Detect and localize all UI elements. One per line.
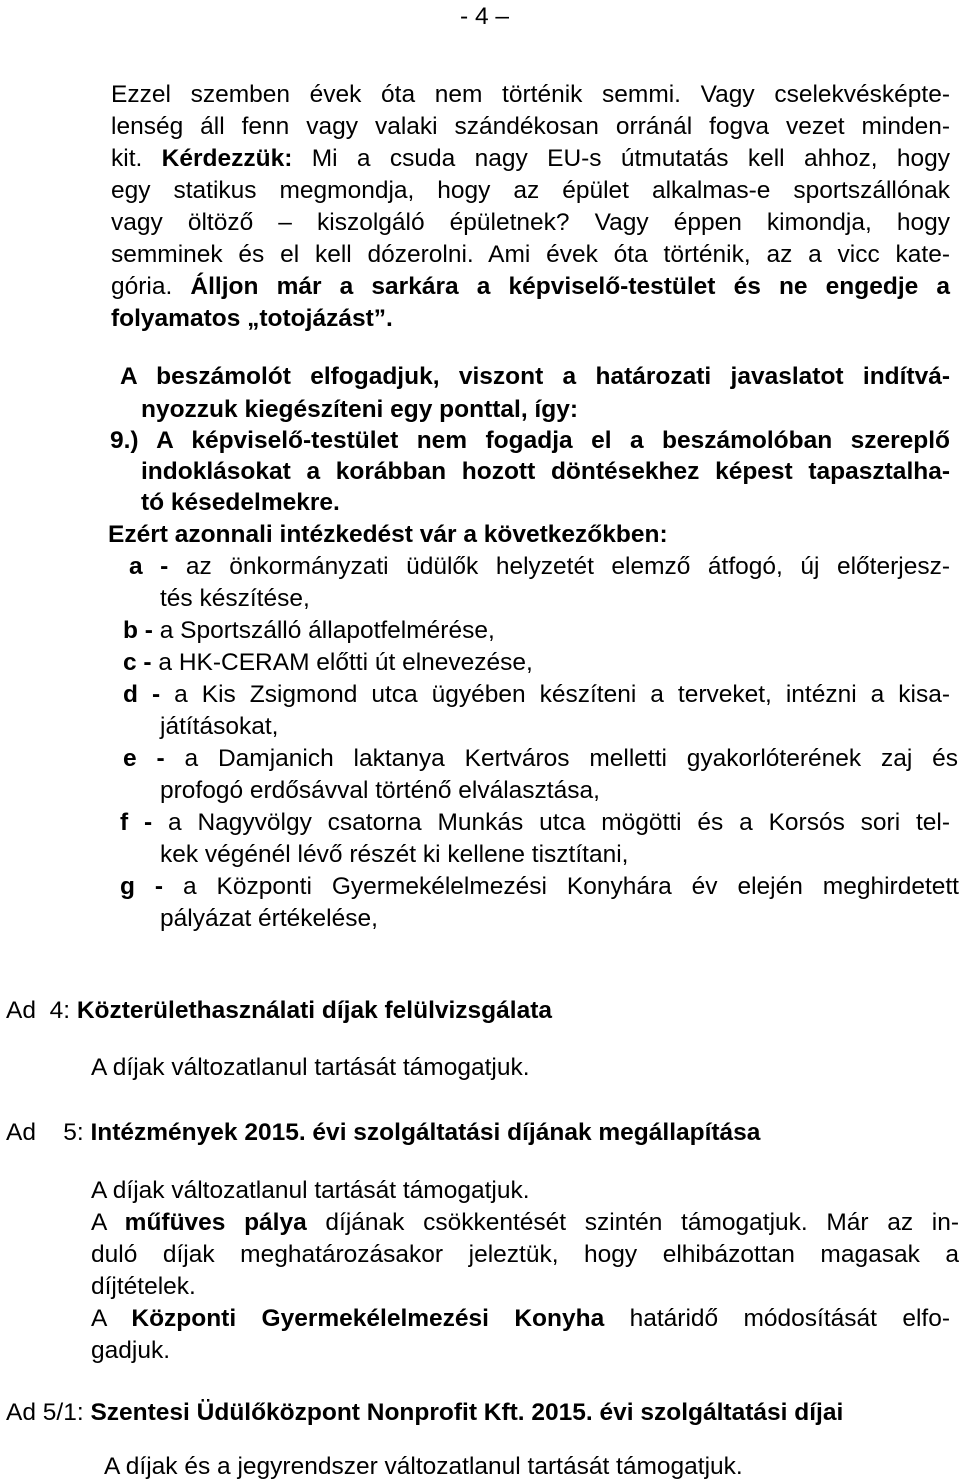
text-line: lenség áll fenn vagy valaki szándékosan orránál fogva vezet minden- (111, 113, 950, 140)
text-line: vagy öltöző – kiszolgáló épületnek? Vagy éppen kimondja, hogy (111, 209, 950, 236)
list-item: e - a Damjanich laktanya Kertváros melletti gyakorlóterének zaj és (123, 745, 958, 772)
section-text: A Központi Gyermekélelmezési Konyha határidő módosítását elfo- (91, 1305, 951, 1332)
section-text: díjtételek. (91, 1273, 196, 1300)
list-item-cont: profogó erdősávval történő elválasztása, (160, 777, 600, 804)
section-text: A műfüves pálya díjának csökkentését szintén támogatjuk. Már az in- (91, 1209, 960, 1236)
list-item: c - a HK-CERAM előtti út elnevezése, (123, 649, 533, 676)
list-item: a - az önkormányzati üdülők helyzetét elemző átfogó, új előterjesz- (129, 553, 950, 580)
section-heading: Ad 4: Közterülethasználati díjak felülvizsgálata (6, 997, 552, 1024)
section-text: A díjak változatlanul tartását támogatjuk. (91, 1177, 530, 1204)
list-item-cont: kek végénél lévő részét ki kellene tisztítani, (160, 841, 629, 868)
list-item: b - a Sportszálló állapotfelmérése, (123, 617, 495, 644)
text-line: egy statikus megmondja, hogy az épület alkalmas-e sportszállónak (111, 177, 950, 204)
text-line: gória. Álljon már a sarkára a képviselő-testület és ne engedje a (111, 273, 950, 300)
list-item-cont: tés készítése, (160, 585, 310, 612)
section-text: A díjak és a jegyrendszer változatlanul tartását támogatjuk. (104, 1453, 743, 1480)
list-item-cont: pályázat értékelése, (160, 905, 378, 932)
text-line: semminek és el kell dózerolni. Ami évek óta történik, az a vicc kate- (111, 241, 950, 268)
text-line: indoklásokat a korábban hozott döntésekhez képest tapasztalha- (141, 458, 950, 485)
list-item: f - a Nagyvölgy csatorna Munkás utca mögötti és a Korsós sori tel- (120, 809, 951, 836)
text-line: tó késedelmekre. (141, 489, 340, 516)
text-line: 9.) A képviselő-testület nem fogadja el a beszámolóban szereplő (110, 427, 950, 454)
text-line: Ezzel szemben évek óta nem történik semmi. Vagy cselekvésképte- (111, 81, 950, 108)
section-text: duló díjak meghatározásakor jeleztük, hogy elhibázottan magasak a (91, 1241, 959, 1268)
section-heading: Ad 5/1: Szentesi Üdülőközpont Nonprofit Kft. 2015. évi szolgáltatási díjai (6, 1399, 844, 1426)
list-item-cont: játításokat, (160, 713, 279, 740)
text-line: kit. Kérdezzük: Mi a csuda nagy EU-s útmutatás kell ahhoz, hogy (111, 145, 951, 172)
text-line: folyamatos „totojázást”. (111, 305, 393, 332)
list-item: d - a Kis Zsigmond utca ügyében készíteni a terveket, intézni a kisa- (123, 681, 951, 708)
text-line: nyozzuk kiegészíteni egy ponttal, így: (141, 396, 578, 423)
section-text: A díjak változatlanul tartását támogatjuk. (91, 1054, 530, 1081)
list-item: g - a Központi Gyermekélelmezési Konyhára év elején meghirdetett (120, 873, 959, 900)
section-text: gadjuk. (91, 1337, 171, 1364)
page-number: - 4 – (460, 3, 510, 30)
section-heading: Ad 5: Intézmények 2015. évi szolgáltatási díjának megállapítása (6, 1119, 761, 1146)
text-line: A beszámolót elfogadjuk, viszont a határozati javaslatot indítvá- (120, 363, 950, 390)
text-line: Ezért azonnali intézkedést vár a következőkben: (108, 521, 668, 548)
